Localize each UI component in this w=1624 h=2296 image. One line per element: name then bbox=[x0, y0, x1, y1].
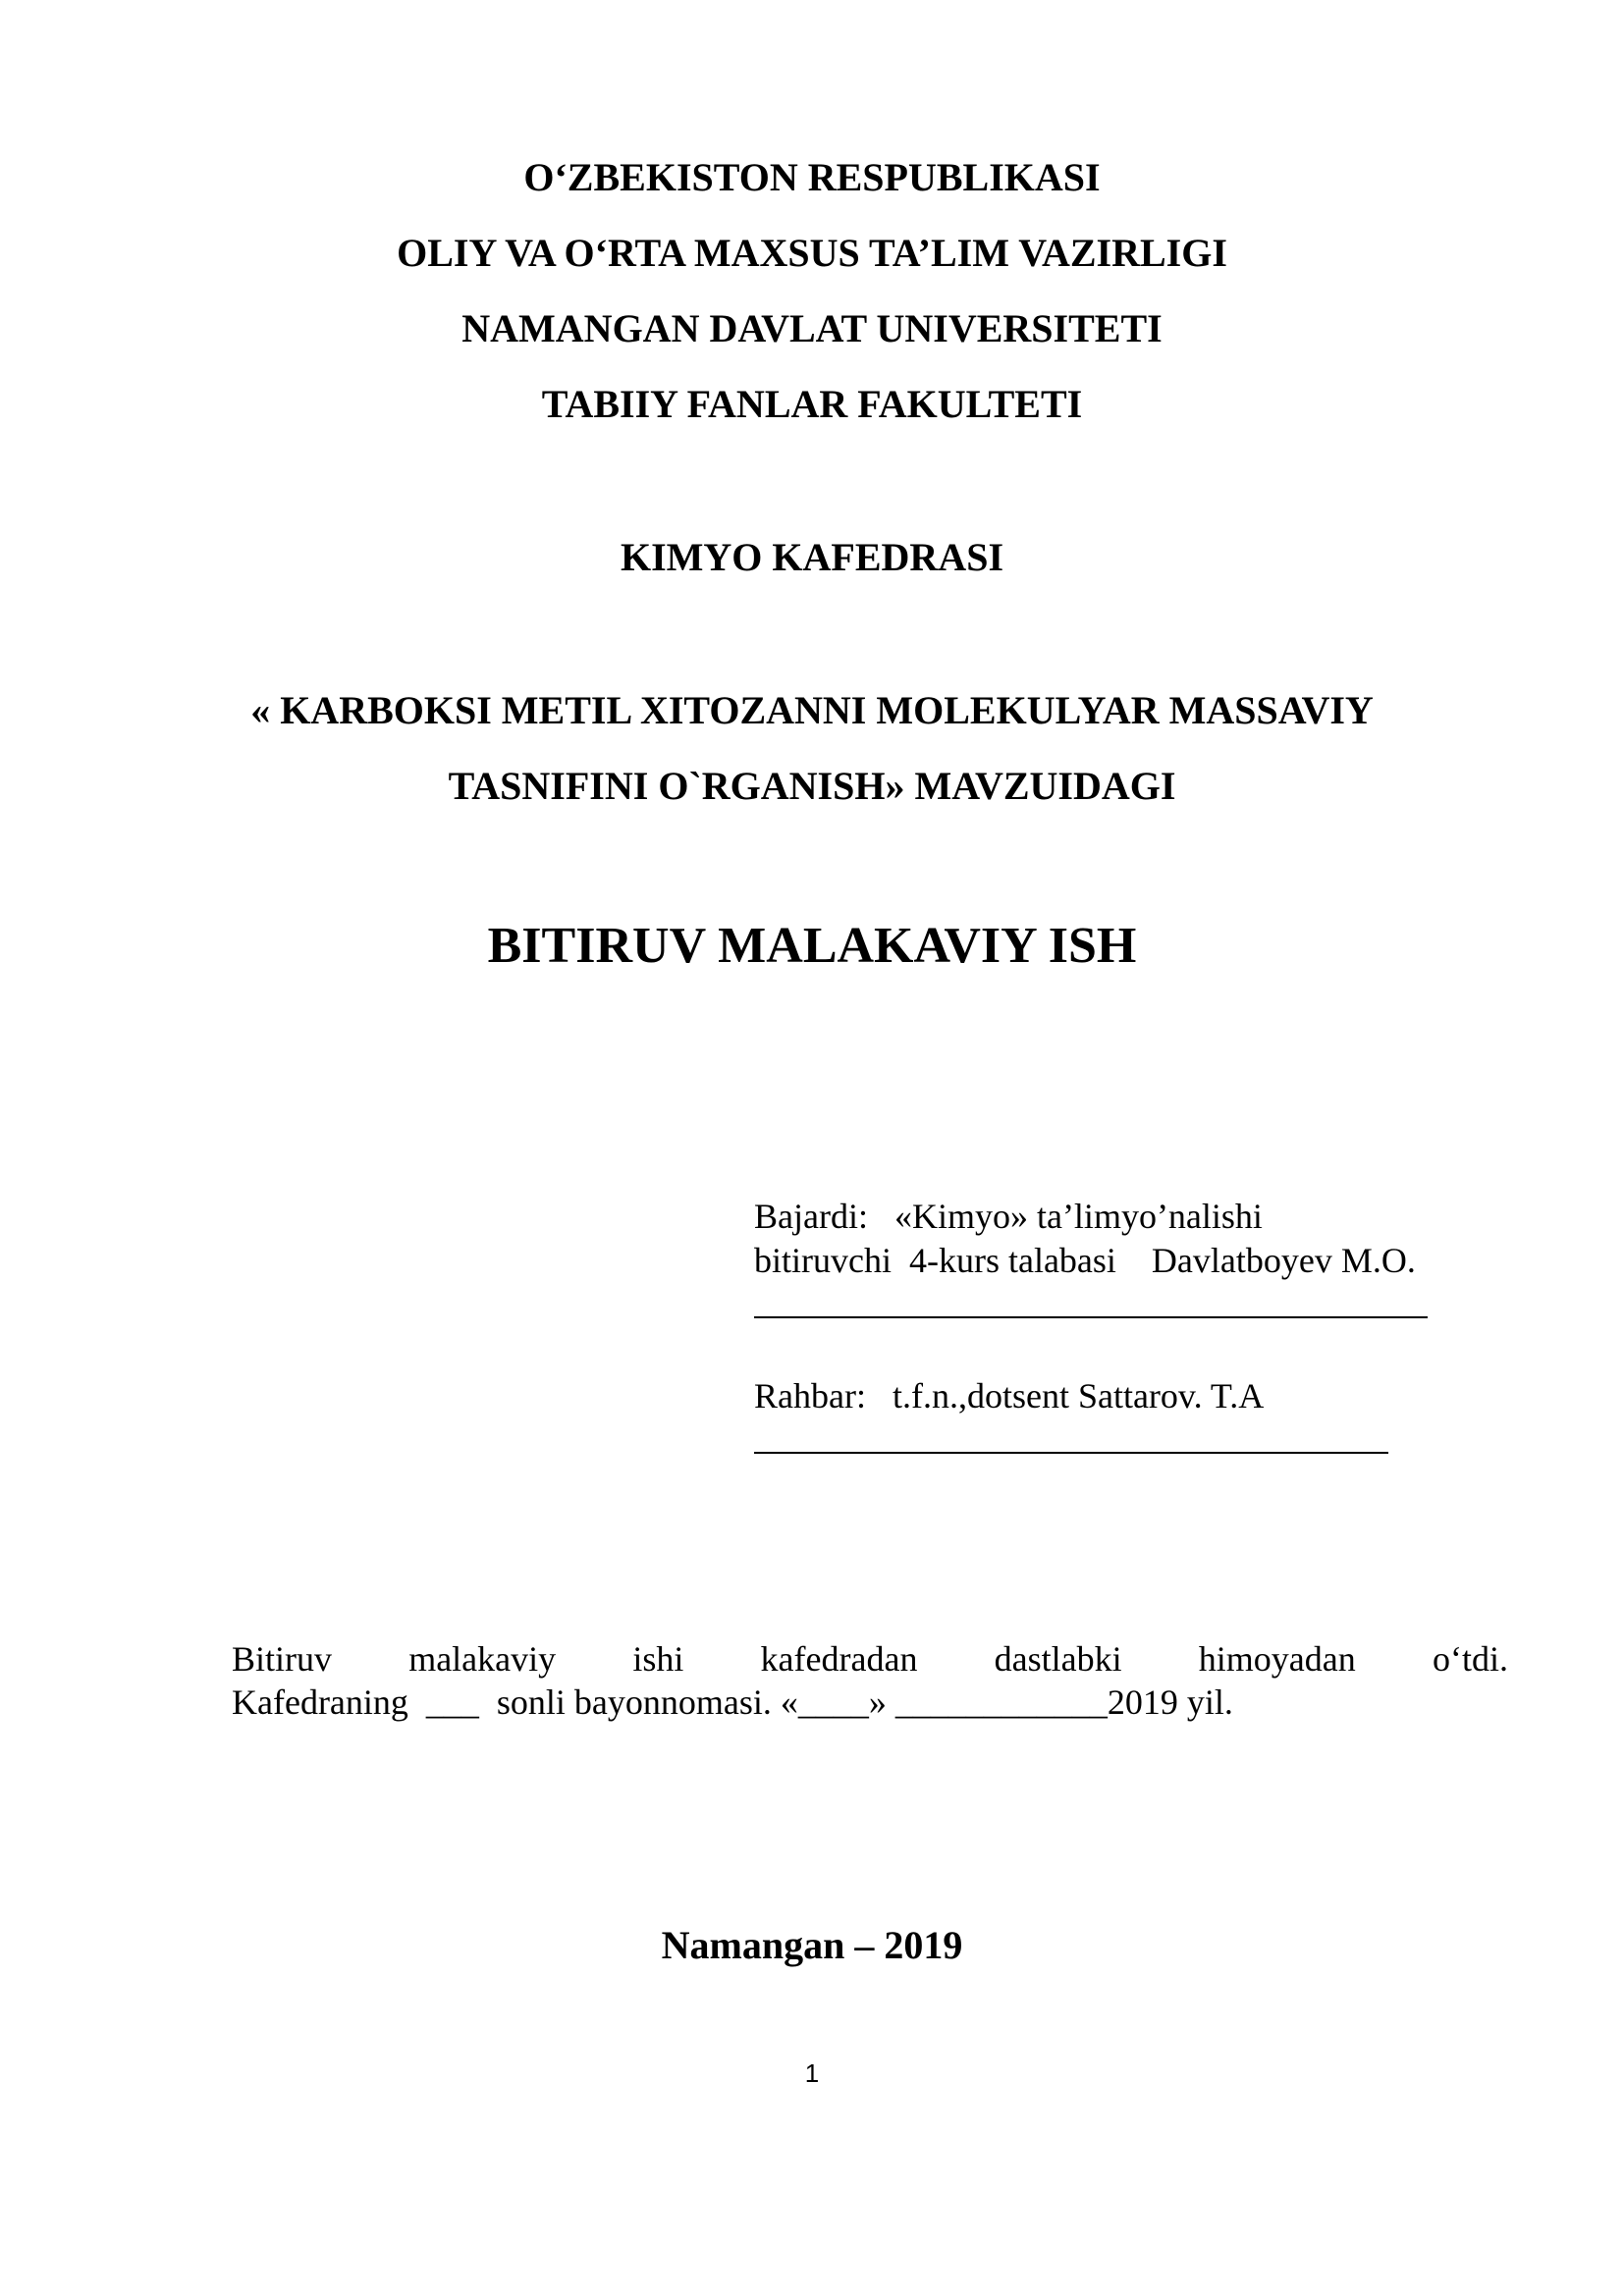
ministry-heading: OLIY VA O‘RTA MAXSUS TA’LIM VAZIRLIGI bbox=[397, 231, 1227, 275]
work-title: BITIRUV MALAKAVIY ISH bbox=[487, 918, 1137, 974]
performer-line-1: Bajardi: «Kimyo» ta’limyo’nalishi bbox=[754, 1197, 1263, 1236]
approval-word: dastlabki bbox=[994, 1639, 1122, 1679]
approval-word: ishi bbox=[632, 1639, 684, 1679]
university-heading: NAMANGAN DAVLAT UNIVERSITETI bbox=[461, 306, 1163, 350]
approval-word: o‘tdi. bbox=[1432, 1639, 1508, 1679]
page-number: 1 bbox=[804, 2058, 820, 2088]
supervisor-line: Rahbar: t.f.n.,dotsent Sattarov. T.A bbox=[754, 1376, 1265, 1415]
faculty-heading: TABIIY FANLAR FAKULTETI bbox=[541, 382, 1083, 426]
topic-line-2: TASNIFINI O`RGANISH» MAVZUIDAGI bbox=[448, 764, 1176, 808]
topic-line-1: « KARBOKSI METIL XITOZANNI MOLEKULYAR MASSAVIY bbox=[250, 688, 1374, 732]
republic-heading: O‘ZBEKISTON RESPUBLIKASI bbox=[523, 155, 1101, 199]
approval-paragraph bbox=[232, 1637, 1508, 1724]
approval-word: himoyadan bbox=[1198, 1639, 1356, 1679]
approval-line-1 bbox=[232, 1637, 1508, 1681]
performer-signature-line bbox=[754, 1316, 1428, 1318]
department-heading: KIMYO KAFEDRASI bbox=[620, 535, 1004, 579]
approval-word: kafedradan bbox=[760, 1639, 918, 1679]
approval-word: malakaviy bbox=[408, 1639, 557, 1679]
approval-word: Bitiruv bbox=[232, 1639, 333, 1679]
performer-line-2: bitiruvchi 4-kurs talabasi Davlatboyev M.O. bbox=[754, 1241, 1416, 1280]
approval-line-2: Kafedraning ___ sonli bayonnomasi. «____» ____________2019 yil. bbox=[232, 1682, 1233, 1722]
supervisor-signature-line bbox=[754, 1452, 1388, 1454]
place-year: Namangan – 2019 bbox=[661, 1923, 963, 1967]
